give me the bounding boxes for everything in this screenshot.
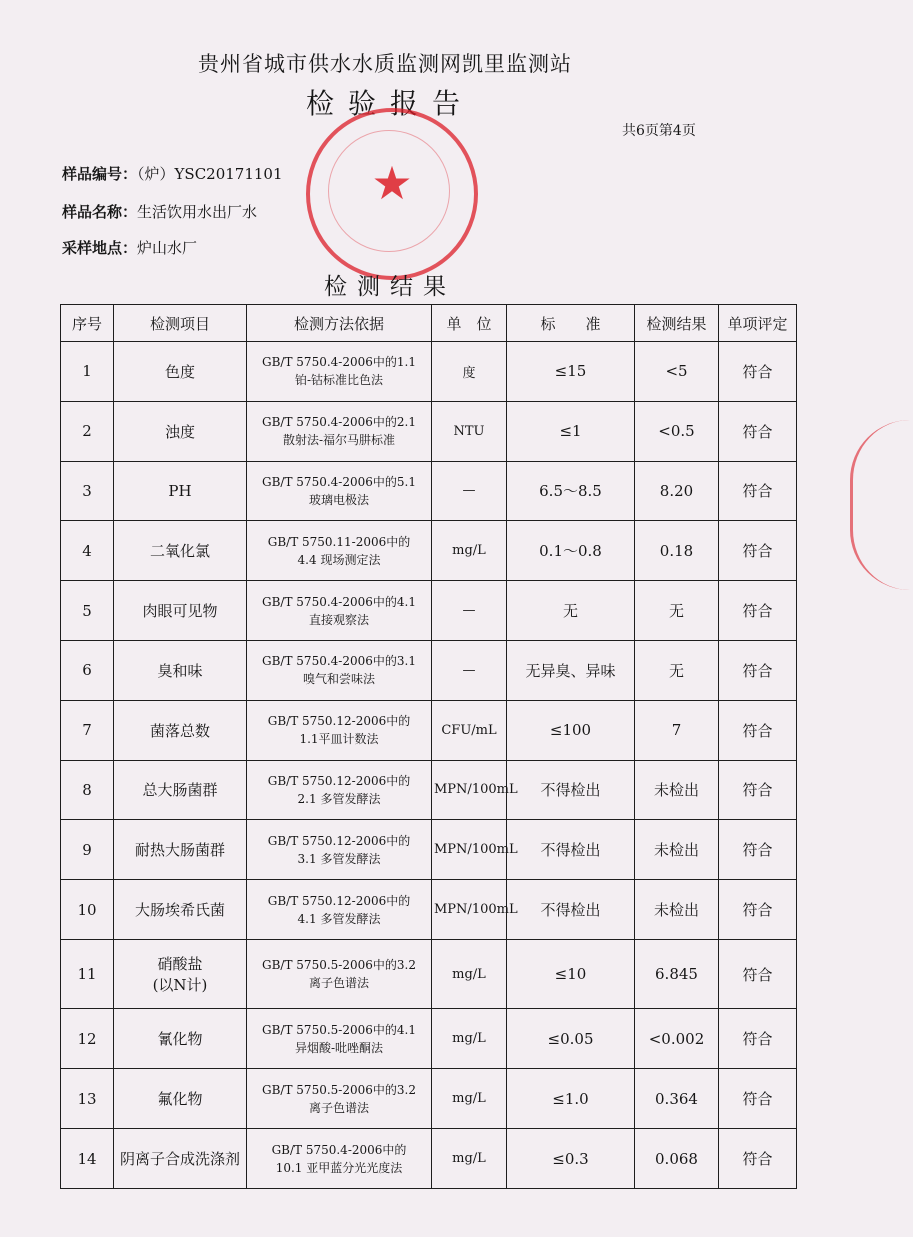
cell-verdict: 符合 [719, 1009, 797, 1069]
cell-unit: — [432, 640, 507, 700]
report-title: 检验报告 [305, 87, 474, 120]
cell-standard: ≤10 [507, 939, 635, 1009]
method-name: 4.1 多管发酵法 [297, 911, 381, 926]
cell-standard: ≤100 [507, 700, 635, 760]
organization-title: 贵州省城市供水水质监测网凯里监测站 [198, 52, 572, 76]
method-name: 铂-钴标准比色法 [294, 373, 384, 388]
cell-no: 10 [61, 880, 114, 940]
cell-unit: — [432, 461, 507, 521]
cell-item: 大肠埃希氏菌 [114, 880, 247, 940]
cell-no: 13 [61, 1069, 114, 1129]
table-row [61, 1129, 797, 1189]
sample-location-label: 采样地点： [62, 239, 138, 257]
cell-item: 菌落总数 [114, 700, 247, 760]
cell-result: 未检出 [635, 820, 719, 880]
cell-result: 0.18 [635, 521, 719, 581]
cell-verdict: 符合 [719, 939, 797, 1009]
cell-result: 8.20 [635, 461, 719, 521]
table-row [61, 461, 797, 521]
method-standard-ref: GB/T 5750.12-2006中的 [267, 833, 411, 848]
table-row [61, 939, 797, 1009]
method-standard-ref: GB/T 5750.12-2006中的 [267, 773, 411, 788]
cell-standard: 不得检出 [507, 820, 635, 880]
item-name: 硝酸盐 [157, 955, 203, 974]
results-table [60, 304, 797, 1189]
cell-standard: 不得检出 [507, 760, 635, 820]
cell-result: 6.845 [635, 939, 719, 1009]
cell-result: 无 [635, 581, 719, 641]
cell-verdict: 符合 [719, 820, 797, 880]
cell-unit: MPN/100mL [432, 760, 507, 820]
cell-verdict: 符合 [719, 760, 797, 820]
method-standard-ref: GB/T 5750.5-2006中的4.1 [262, 1022, 416, 1037]
method-name: 直接观察法 [308, 612, 369, 627]
table-row [61, 342, 797, 402]
cell-verdict: 符合 [719, 1129, 797, 1189]
cell-verdict: 符合 [719, 521, 797, 581]
cell-standard: ≤1.0 [507, 1069, 635, 1129]
col-header-result: 检测结果 [635, 305, 719, 342]
method-name: 3.1 多管发酵法 [297, 851, 381, 866]
cell-item: 氰化物 [114, 1009, 247, 1069]
method-name: 玻璃电极法 [308, 492, 369, 507]
table-row [61, 401, 797, 461]
method-name: 离子色谱法 [308, 1100, 369, 1115]
table-header-row [61, 305, 797, 342]
cell-no: 14 [61, 1129, 114, 1189]
cell-method [247, 820, 432, 880]
cell-standard: 6.5～8.5 [507, 461, 635, 521]
cell-result: 7 [635, 700, 719, 760]
method-name: 离子色谱法 [308, 976, 369, 991]
cell-method [247, 461, 432, 521]
cell-result: <0.5 [635, 401, 719, 461]
official-seal [306, 108, 478, 280]
cell-item [114, 939, 247, 1009]
edge-seal-fragment [850, 420, 913, 590]
cell-method [247, 640, 432, 700]
cell-standard: ≤0.3 [507, 1129, 635, 1189]
results-table-body [61, 342, 797, 1189]
star-icon: ★ [371, 156, 413, 210]
cell-item: 肉眼可见物 [114, 581, 247, 641]
cell-item: 臭和味 [114, 640, 247, 700]
cell-method [247, 521, 432, 581]
cell-method [247, 1069, 432, 1129]
cell-no: 5 [61, 581, 114, 641]
cell-verdict: 符合 [719, 700, 797, 760]
cell-method [247, 880, 432, 940]
cell-item: 阴离子合成洗涤剂 [114, 1129, 247, 1189]
method-standard-ref: GB/T 5750.11-2006中的 [267, 534, 411, 549]
cell-item: 耐热大肠菌群 [114, 820, 247, 880]
cell-unit: mg/L [432, 939, 507, 1009]
cell-method [247, 700, 432, 760]
col-header-item: 检测项目 [114, 305, 247, 342]
table-row [61, 640, 797, 700]
cell-no: 1 [61, 342, 114, 402]
cell-verdict: 符合 [719, 342, 797, 402]
cell-result: 无 [635, 640, 719, 700]
cell-result: 未检出 [635, 760, 719, 820]
cell-verdict: 符合 [719, 1069, 797, 1129]
cell-method [247, 342, 432, 402]
col-header-unit: 单 位 [432, 305, 507, 342]
method-standard-ref: GB/T 5750.5-2006中的3.2 [262, 1082, 416, 1097]
cell-result: <5 [635, 342, 719, 402]
method-name: 2.1 多管发酵法 [297, 791, 381, 806]
cell-unit: NTU [432, 401, 507, 461]
method-name: 散射法-福尔马肼标准 [282, 433, 396, 448]
item-note: (以N计) [152, 976, 208, 995]
table-row [61, 700, 797, 760]
cell-method [247, 401, 432, 461]
cell-no: 9 [61, 820, 114, 880]
cell-verdict: 符合 [719, 880, 797, 940]
cell-item: 浊度 [114, 401, 247, 461]
cell-standard: ≤15 [507, 342, 635, 402]
sample-location-line [62, 237, 197, 258]
table-row [61, 760, 797, 820]
cell-no: 11 [61, 939, 114, 1009]
cell-verdict: 符合 [719, 461, 797, 521]
cell-standard: ≤0.05 [507, 1009, 635, 1069]
method-standard-ref: GB/T 5750.4-2006中的5.1 [262, 474, 416, 489]
page-number: 共6页第4页 [622, 123, 696, 139]
sample-id-line [62, 163, 283, 184]
cell-no: 2 [61, 401, 114, 461]
cell-unit: mg/L [432, 1009, 507, 1069]
cell-method [247, 760, 432, 820]
cell-unit: CFU/mL [432, 700, 507, 760]
cell-standard: 不得检出 [507, 880, 635, 940]
method-standard-ref: GB/T 5750.4-2006中的 [271, 1142, 407, 1157]
cell-item: 色度 [114, 342, 247, 402]
cell-verdict: 符合 [719, 401, 797, 461]
cell-unit: MPN/100mL [432, 880, 507, 940]
cell-result: 0.068 [635, 1129, 719, 1189]
cell-no: 8 [61, 760, 114, 820]
cell-item: PH [114, 461, 247, 521]
method-name: 1.1平皿计数法 [299, 732, 379, 747]
cell-result: <0.002 [635, 1009, 719, 1069]
table-row [61, 1069, 797, 1129]
cell-method [247, 939, 432, 1009]
method-name: 异烟酸-吡唑酮法 [294, 1040, 384, 1055]
table-row [61, 880, 797, 940]
method-standard-ref: GB/T 5750.5-2006中的3.2 [262, 958, 416, 973]
table-row [61, 1009, 797, 1069]
cell-unit: MPN/100mL [432, 820, 507, 880]
cell-method [247, 1009, 432, 1069]
cell-no: 6 [61, 640, 114, 700]
cell-result: 未检出 [635, 880, 719, 940]
cell-no: 4 [61, 521, 114, 581]
sample-name-label: 样品名称： [62, 203, 138, 221]
cell-unit: 度 [432, 342, 507, 402]
method-name: 10.1 亚甲蓝分光光度法 [275, 1160, 403, 1175]
cell-standard: 0.1～0.8 [507, 521, 635, 581]
table-row [61, 521, 797, 581]
cell-unit: mg/L [432, 1129, 507, 1189]
method-standard-ref: GB/T 5750.4-2006中的4.1 [262, 594, 416, 609]
table-row [61, 581, 797, 641]
cell-no: 7 [61, 700, 114, 760]
col-header-method: 检测方法依据 [247, 305, 432, 342]
method-standard-ref: GB/T 5750.12-2006中的 [267, 714, 411, 729]
cell-result: 0.364 [635, 1069, 719, 1129]
sample-id-value: （炉）YSC20171101 [137, 165, 283, 183]
method-standard-ref: GB/T 5750.4-2006中的1.1 [262, 355, 416, 370]
cell-no: 12 [61, 1009, 114, 1069]
sample-name-value: 生活饮用水出厂水 [137, 203, 258, 221]
table-row [61, 820, 797, 880]
cell-unit: mg/L [432, 521, 507, 581]
sample-location-value: 炉山水厂 [137, 239, 198, 257]
cell-method [247, 581, 432, 641]
method-standard-ref: GB/T 5750.12-2006中的 [267, 893, 411, 908]
method-name: 嗅气和尝味法 [302, 672, 375, 687]
col-header-no: 序号 [61, 305, 114, 342]
cell-unit: mg/L [432, 1069, 507, 1129]
cell-item: 氟化物 [114, 1069, 247, 1129]
cell-standard: 无异臭、异味 [507, 640, 635, 700]
sample-name-line [62, 201, 257, 222]
cell-unit: — [432, 581, 507, 641]
col-header-standard: 标 准 [507, 305, 635, 342]
cell-standard: ≤1 [507, 401, 635, 461]
cell-standard: 无 [507, 581, 635, 641]
method-name: 4.4 现场测定法 [297, 552, 381, 567]
cell-method [247, 1129, 432, 1189]
cell-verdict: 符合 [719, 581, 797, 641]
cell-item: 总大肠菌群 [114, 760, 247, 820]
cell-item: 二氧化氯 [114, 521, 247, 581]
cell-no: 3 [61, 461, 114, 521]
cell-verdict: 符合 [719, 640, 797, 700]
method-standard-ref: GB/T 5750.4-2006中的3.1 [262, 654, 416, 669]
results-title: 检测结果 [324, 274, 456, 300]
sample-id-label: 样品编号： [62, 165, 138, 183]
col-header-verdict: 单项评定 [719, 305, 797, 342]
method-standard-ref: GB/T 5750.4-2006中的2.1 [262, 415, 416, 430]
